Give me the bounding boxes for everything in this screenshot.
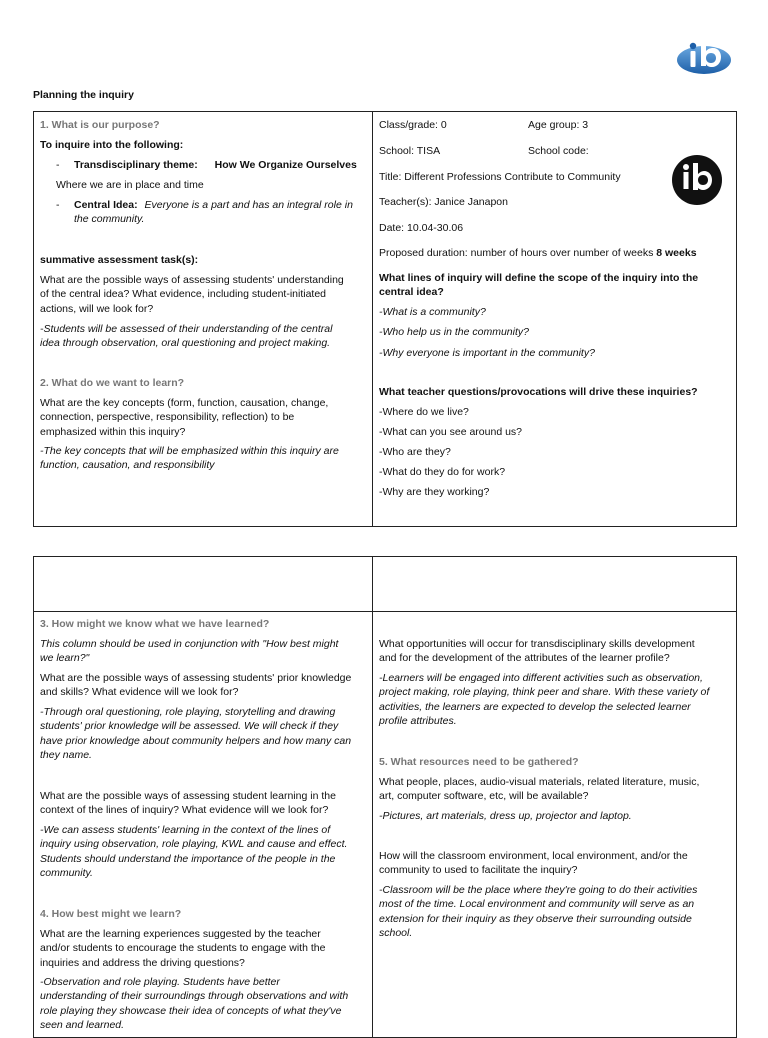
text-line: What are the possible ways of assessing student learning in the (40, 790, 336, 802)
text-line: understanding of their surroundings through observations and with (40, 990, 349, 1003)
summative-heading: summative assessment task(s): (40, 254, 199, 266)
section-heading-know: 3. How might we know what we have learned? (40, 618, 270, 630)
age-group: Age group: 3 (528, 119, 589, 131)
text-line: and for the development of the attributes of the learner profile? (379, 652, 670, 665)
teachers: Teacher(s): Janice Janapon (379, 196, 508, 208)
text-line: they name. (40, 749, 92, 762)
bullet-dash: - (56, 199, 60, 211)
resources-question (379, 775, 730, 804)
text-line: What people, places, audio-visual materials, related literature, music, (379, 776, 700, 788)
text-line: This column should be used in conjunction with "How best might (40, 638, 339, 650)
text-line: -We can assess students' learning in the context of the lines of (40, 824, 331, 836)
learning-assessment-answer (40, 823, 366, 881)
environment-answer (379, 883, 730, 941)
lines-of-inquiry-heading (379, 271, 730, 300)
unit-title: Title: Different Professions Contribute to Community (379, 171, 621, 183)
prior-knowledge-answer (40, 705, 366, 763)
text-line: extension for their inquiry as they observe their surrounding outside (379, 912, 692, 925)
summative-answer (40, 322, 366, 351)
text-line: What are the key concepts (form, function, causation, change, (40, 397, 329, 409)
inquire-label: To inquire into the following: (40, 139, 184, 151)
skills-resources-column (373, 557, 736, 1037)
class-grade: Class/grade: 0 (379, 119, 447, 131)
section-heading-resources: 5. What resources need to be gathered? (379, 756, 579, 768)
best-question (40, 927, 366, 970)
text-line: art, computer software, etc, will be available? (379, 790, 589, 803)
text-line: -Observation and role playing. Students have better (40, 976, 280, 988)
section-heading-purpose: 1. What is our purpose? (40, 119, 160, 131)
learn-answer (40, 444, 366, 473)
lines-of-inquiry-list (379, 305, 595, 360)
duration-value: 8 weeks (656, 247, 697, 259)
list-item: -What do they do for work? (379, 466, 506, 478)
planner-table-1 (33, 111, 737, 527)
text-line: -Through oral questioning, role playing, storytelling and drawing (40, 706, 336, 718)
central-idea-text: Everyone is a part and has an integral role in (144, 199, 353, 211)
text-line: community to used to facilitate the inquiry? (379, 864, 578, 877)
theme-row (58, 158, 366, 172)
learning-assessment-question (40, 789, 366, 818)
text-line: function, causation, and responsibility (40, 459, 215, 472)
list-item: -What can you see around us? (379, 426, 523, 438)
duration-label: Proposed duration: number of hours over number of weeks (379, 247, 654, 259)
text-line: have prior knowledge about community helpers and how many can (40, 734, 352, 747)
text-line: What lines of inquiry will define the scope of the inquiry into the (379, 272, 699, 284)
learn-question (40, 396, 366, 439)
text-line: -The key concepts that will be emphasized within this inquiry are (40, 445, 339, 457)
text-line: inquiries and address the driving questions? (40, 956, 245, 969)
theme-label: Transdisciplinary theme: (74, 159, 198, 171)
text-line: inquiry using observation, role playing, KWL and cause and effect. (40, 838, 348, 851)
list-item: -Who help us in the community? (379, 326, 529, 338)
central-idea-label: Central Idea: (74, 199, 138, 211)
text-line: students' prior knowledge will be assessed. We will check if they (40, 720, 339, 733)
text-line: central idea? (379, 286, 444, 299)
planner-table-2 (33, 556, 737, 1038)
text-line: What are the possible ways of assessing students' understanding (40, 274, 344, 286)
date: Date: 10.04-30.06 (379, 222, 464, 234)
ib-badge-icon (671, 154, 723, 206)
text-line: idea through observation, oral questioning and project making. (40, 337, 331, 350)
ib-logo-icon (676, 38, 732, 76)
text-line: and skills? What evidence will we look for? (40, 686, 239, 699)
assessment-column (34, 557, 373, 1037)
theme-value: How We Organize Ourselves (214, 159, 357, 171)
prior-knowledge-question (40, 671, 366, 700)
environment-question (379, 849, 730, 878)
list-item: -What is a community? (379, 306, 486, 318)
info-column (373, 112, 736, 526)
text-line: community. (40, 867, 93, 880)
text-line: connection, perspective, responsibility, reflection) to be (40, 411, 295, 424)
text-line: What are the learning experiences suggested by the teacher (40, 928, 321, 940)
text-line: What opportunities will occur for transdisciplinary skills development (379, 638, 695, 650)
know-note (40, 637, 366, 666)
summative-question (40, 273, 366, 316)
section-heading-best: 4. How best might we learn? (40, 908, 182, 920)
text-line: seen and learned. (40, 1019, 125, 1032)
bullet-dash: - (56, 159, 60, 171)
text-line: What are the possible ways of assessing students' prior knowledge (40, 672, 352, 684)
list-item: -Where do we live? (379, 406, 469, 418)
purpose-column (34, 112, 373, 526)
theme-sub: Where we are in place and time (56, 179, 204, 191)
text-line: and/or students to encourage the students to engage with the (40, 942, 326, 955)
page-title: Planning the inquiry (33, 89, 134, 101)
text-line: Students should understand the importance of the people in the (40, 852, 336, 865)
teacher-questions-list (379, 405, 522, 499)
teacher-questions-heading: What teacher questions/provocations will drive these inquiries? (379, 386, 698, 398)
text-line: activities, the learners are expected to develop the selected learner (379, 700, 691, 713)
text-line: emphasized within this inquiry? (40, 425, 186, 438)
text-line: we learn?" (40, 652, 90, 665)
proposed-duration (379, 246, 697, 260)
list-item: -Who are they? (379, 446, 451, 458)
text-line: actions, will we look for? (40, 302, 154, 315)
school: School: TISA (379, 145, 441, 157)
text-line: -Learners will be engaged into different activities such as observation, (379, 672, 703, 684)
text-line: -Classroom will be the place where they're going to do their activities (379, 884, 698, 896)
text-line: profile attributes. (379, 715, 457, 728)
text-line: -Students will be assessed of their understanding of the central (40, 323, 333, 335)
central-idea-row (58, 198, 366, 212)
central-idea-text-cont: the community. (74, 213, 145, 225)
school-code: School code: (528, 145, 589, 157)
text-line: context of the lines of inquiry? What evidence will we look for? (40, 804, 329, 817)
text-line: How will the classroom environment, local environment, and/or the (379, 850, 688, 862)
text-line: most of the time. Local environment and community will serve as an (379, 898, 695, 911)
list-item: -Why everyone is important in the community? (379, 347, 595, 359)
text-line: project making, role playing, think peer and share. With these variety of (379, 686, 710, 699)
best-answer (40, 975, 366, 1033)
skills-answer (379, 671, 730, 729)
skills-question (379, 637, 730, 666)
list-item: -Why are they working? (379, 486, 490, 498)
text-line: school. (379, 927, 413, 940)
text-line: role playing they showcase their idea of concepts of what they've (40, 1004, 342, 1017)
resources-answer: -Pictures, art materials, dress up, projector and laptop. (379, 810, 632, 822)
text-line: of the central idea? What evidence, including student-initiated (40, 288, 327, 301)
section-heading-learn: 2. What do we want to learn? (40, 377, 185, 389)
